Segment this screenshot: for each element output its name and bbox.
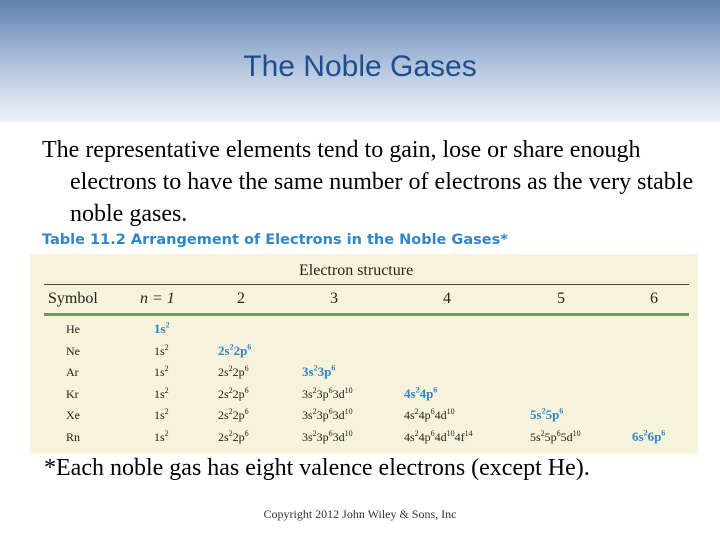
electron-config-cell: $2s^22p^6$ [218, 342, 252, 358]
shell-column-header-3: 3 [330, 290, 338, 307]
electron-config-cell: $5s^25p^6$ [530, 406, 564, 422]
element-symbol: He [66, 322, 80, 336]
shell-column-header-4: 4 [443, 290, 451, 307]
electron-config-cell: $2s^22p^6$ [218, 385, 249, 401]
electron-config-cell: $1s^2$ [154, 428, 169, 444]
electron-config-cell: $4s^24p^6$ [404, 385, 438, 401]
electron-config-cell: $3s^23p^63d^{10}$ [302, 385, 353, 401]
table-divider-top [44, 284, 689, 285]
electron-config-cell: $1s^2$ [154, 342, 169, 358]
electron-config-cell: $1s^2$ [154, 364, 169, 379]
electron-config-cell: $3s^23p^63d^{10}$ [302, 407, 353, 422]
shell-column-header-1 [140, 290, 175, 308]
electron-config-cell: $1s^2$ [154, 320, 170, 336]
electron-config-cell: $4s^24p^64d^{10}$ [404, 407, 455, 422]
shell-n-label: n = 1 [140, 290, 175, 307]
table-group-header: Electron structure [299, 262, 414, 279]
copyright-notice: Copyright 2012 John Wiley & Sons, Inc [263, 507, 457, 521]
element-symbol: Ne [66, 343, 80, 358]
shell-column-header-5: 5 [557, 290, 565, 307]
element-symbol: Kr [66, 386, 79, 401]
electron-config-cell: $3s^23p^63d^{10}$ [302, 428, 353, 444]
footnote: *Each noble gas has eight valence electrons (except He). [44, 455, 590, 481]
shell-column-header-2: 2 [237, 290, 245, 307]
electron-config-cell: $3s^23p^6$ [302, 363, 336, 379]
table-header-rule [44, 313, 689, 316]
table-title: Table 11.2 Arrangement of Electrons in the Noble Gases* [42, 232, 508, 248]
electron-config-cell: $6s^26p^6$ [632, 428, 666, 444]
element-symbol: Xe [66, 408, 80, 422]
electron-config-cell: $1s^2$ [154, 385, 169, 401]
intro-paragraph: The representative elements tend to gain, lose or share enough electrons to have the same number of electrons as the very stable noble gases. [42, 137, 694, 227]
symbol-column-header: Symbol [48, 290, 98, 307]
electron-config-cell: $4s^24p^64d^{10}4f^{14}$ [404, 428, 473, 444]
electron-config-cell: $2s^22p^6$ [218, 407, 249, 422]
electron-config-cell: $1s^2$ [154, 407, 169, 422]
electron-config-cell: $2s^22p^6$ [218, 428, 249, 444]
slide-title: The Noble Gases [243, 50, 477, 83]
electron-config-cell: $2s^22p^6$ [218, 364, 249, 379]
element-symbol: Ar [66, 365, 79, 379]
electron-config-cell: $5s^25p^65d^{10}$ [530, 428, 581, 444]
element-symbol: Rn [66, 429, 81, 444]
shell-column-header-6: 6 [650, 290, 658, 307]
